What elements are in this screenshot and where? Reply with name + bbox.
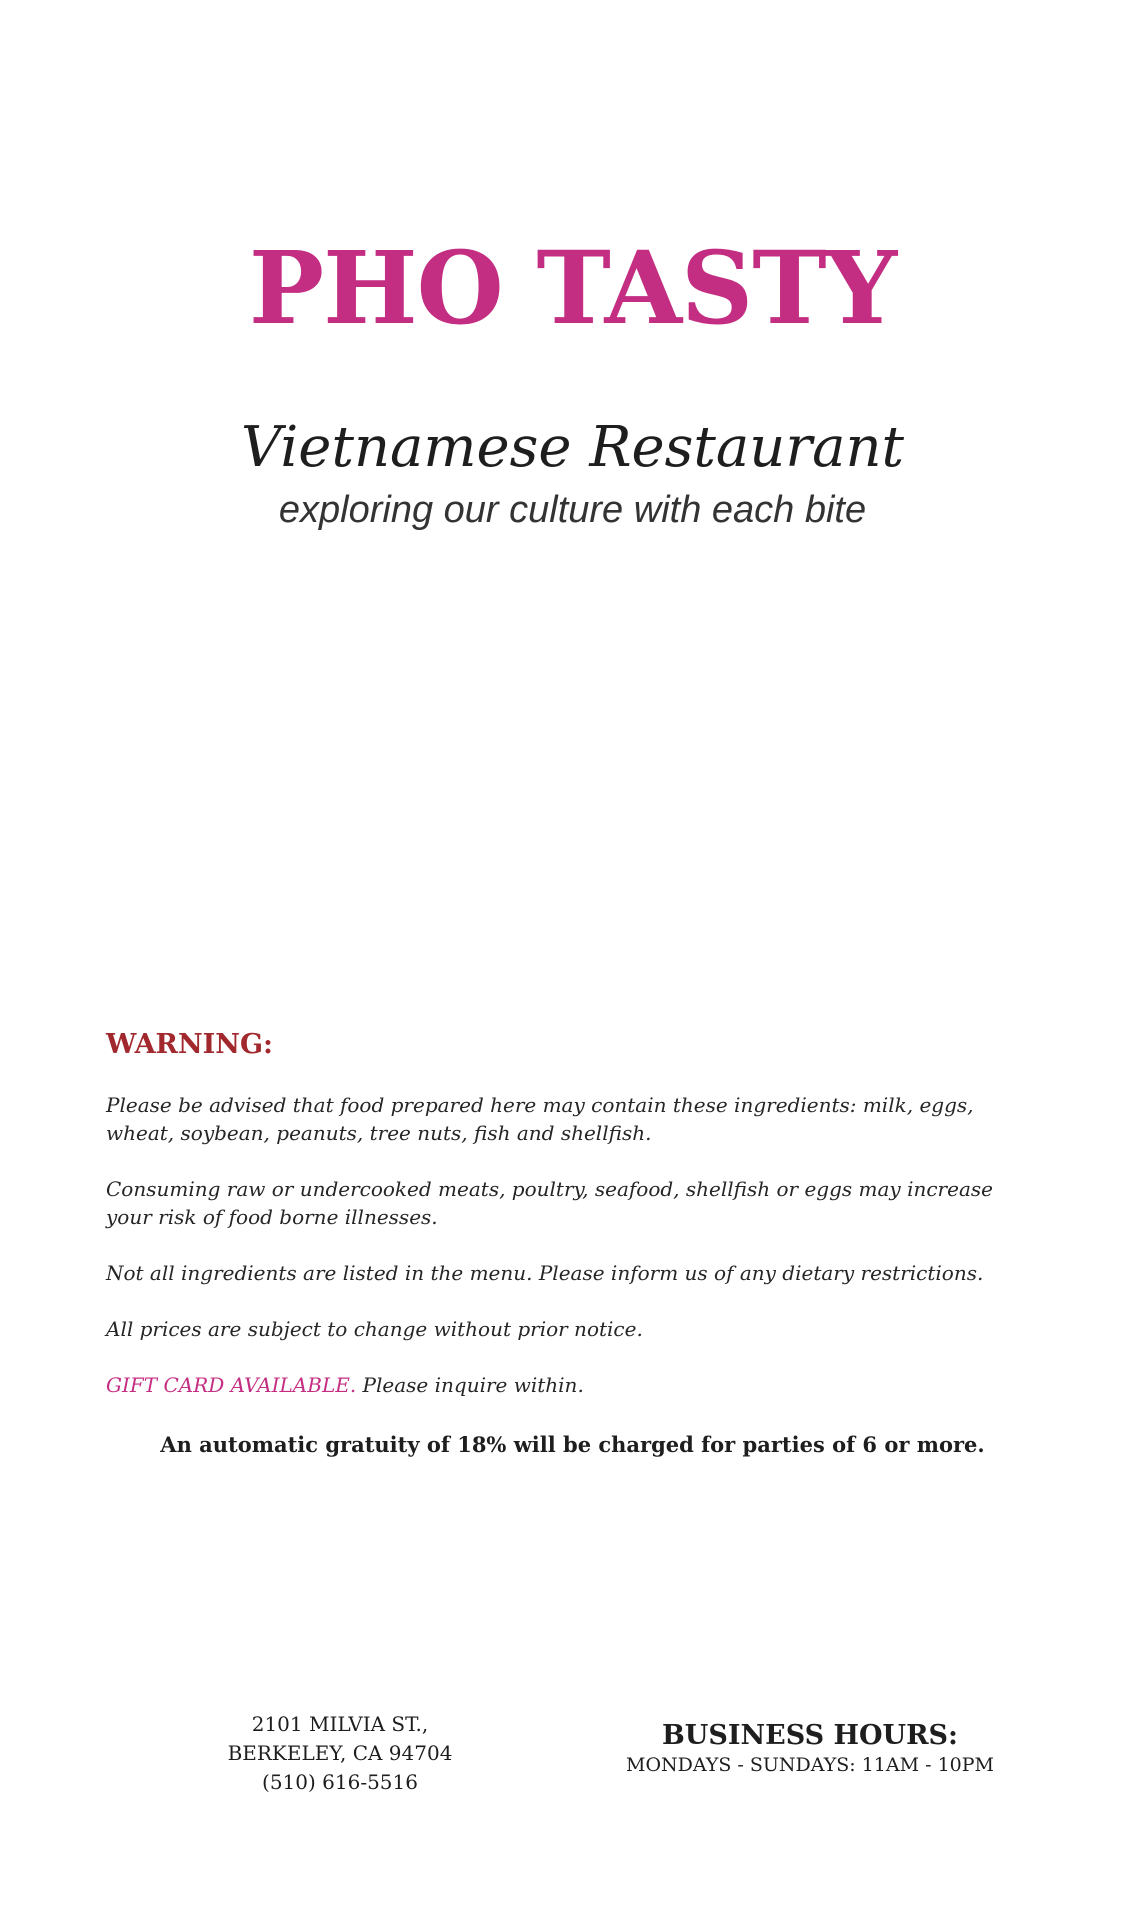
business-hours-title: BUSINESS HOURS:: [661, 1720, 959, 1751]
address-city: BERKELEY, CA 94704: [227, 1741, 453, 1765]
business-hours-detail: MONDAYS - SUNDAYS: 11AM - 10PM: [625, 1754, 994, 1776]
phone-number: (510) 616-5516: [262, 1770, 418, 1794]
gift-card-notice: [106, 1371, 1026, 1399]
restaurant-name: PHO TASTY: [248, 229, 897, 347]
gift-card-highlight: GIFT CARD AVAILABLE.: [106, 1373, 357, 1397]
gratuity-notice: An automatic gratuity of 18% will be charged for parties of 6 or more.: [160, 1432, 985, 1457]
restaurant-subtitle: Vietnamese Restaurant: [240, 415, 905, 480]
allergen-notice: Please be advised that food prepared here may contain these ingredients: milk, eggs, wheat, soybean, peanuts, tree nuts, fish and shellfish.: [106, 1093, 974, 1145]
prices-notice: All prices are subject to change without prior notice.: [106, 1317, 643, 1341]
raw-food-notice: Consuming raw or undercooked meats, poultry, seafood, shellfish or eggs may increase your risk of food borne illnesses.: [106, 1177, 993, 1229]
ingredients-notice: Not all ingredients are listed in the menu. Please inform us of any dietary restrictions.: [106, 1261, 984, 1285]
gift-card-text: Please inquire within.: [356, 1373, 584, 1397]
business-hours-block: [590, 1720, 1030, 1778]
restaurant-tagline: exploring our culture with each bite: [278, 489, 867, 531]
address-block: [190, 1710, 490, 1797]
address-street: 2101 MILVIA ST.,: [251, 1712, 429, 1736]
warning-heading: WARNING:: [106, 1029, 273, 1060]
